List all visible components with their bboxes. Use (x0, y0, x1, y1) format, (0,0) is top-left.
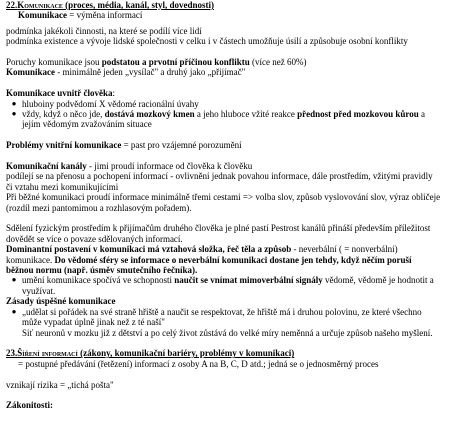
bullet-icon: ● (11, 275, 17, 285)
bullet-icon: ● (11, 98, 17, 108)
subheading: Zásady úspěšné komunikace (6, 296, 116, 307)
bullet-item: ● „udělat si pořádek na své straně hřiště a naučit se respektovat, že hřiště má i druhou polovinu, ze které všechno (6, 307, 467, 317)
paragraph: Problémy vnitřní komunikace = past pro vzájemné porozumění (6, 140, 242, 151)
paragraph: podílejí se na přenosu a pochopení informací - ovlivnění jednak povahou informace, dále prostředím, vžitými pravidly (6, 171, 433, 182)
section-23-heading (6, 348, 467, 358)
section-23-title: 23.Šíření informací (zákony, komunikační bariéry, problémy v komunikaci) (6, 348, 295, 359)
definition-line: Komunikace = výměna informací (18, 10, 143, 21)
paragraph: Komunikační kanály - jimi proudí informace od člověka k člověku (6, 161, 253, 172)
bullet-icon: ● (11, 109, 17, 119)
bullet-continuation: jejím vědomým zvažováním situace (22, 119, 152, 130)
paragraph: = postupné předávání (řetězení) informací z osoby A na B, C, D atd.; jedná se o jednosměrný proces (18, 358, 379, 369)
bullet-continuation: využívat. (22, 285, 56, 296)
paragraph: komunikace. Do vědomé sféry se informace o neverbální komunikaci dostane jen tehdy, když něčím poruší (6, 254, 412, 265)
paragraph: dovědět se více o povaze sdělovaných informací. (6, 233, 183, 244)
paragraph: (rozdíl mezi pantomimou a rozhlasovým pořadem). (6, 202, 192, 213)
subheading: Zákonitosti: (6, 400, 54, 411)
bullet-continuation: může vypadat úplně jinak než z té naší" (22, 317, 165, 328)
paragraph: Dominantní postavení v komunikaci má vztahová složka, řeč těla a způsob - neverbální ( = nonverbální) (6, 244, 398, 255)
paragraph: Síť neuronů v mozku již z dětství a po celý život zůstává do velké míry neměnná a určuje způsob našeho myšlení. (22, 327, 433, 338)
bullet-item: ● vždy, když o něco jde, dostává mozkový kmen a jeho hluboce vžité reakce přednost před mozkovou kůrou a (6, 109, 467, 119)
paragraph: či vztahu mezi komunikujícími (6, 181, 119, 192)
bullet-item: ● hluboiny podvědomí X vědomé racionální úvahy (6, 99, 467, 109)
section-22-heading (6, 0, 467, 10)
paragraph: Sdělení fyzickým prostředím k přijímačům druhého člověka je plné pastí Pestrost kanálů přináší především příležitost (6, 223, 431, 234)
section-22-title: 22.Komunikace (proces, média, kanál, styl, dovednosti) (6, 0, 215, 10)
paragraph: Poruchy komunikace jsou podstatou a prvotní příčinou konfliktu (více než 60%) (6, 57, 307, 68)
bullet-icon: ● (11, 306, 17, 316)
bullet-item: ● umění komunikace spočívá ve schopnosti naučit se vnímat mimoverbální signály vědomě, vědomě je hodnotit a (6, 275, 467, 285)
paragraph: Při běžné komunikaci proudí informace minimálně třemi cestami => volba slov, způsob vyslovování slov, výraz obličeje (6, 192, 441, 203)
paragraph: Komunikace - minimálně jeden „vysílač" a druhý jako „přijímač" (6, 67, 246, 78)
paragraph: vznikají rizika = „tichá pošta" (6, 379, 114, 390)
paragraph: podmínka existence a vývoje lidské společnosti v celku i v částech umožňuje úsilí a způsobuje osobní konflikty (6, 36, 408, 47)
paragraph: běžnou normu (např. úsměv smutečního řečníka). (6, 265, 198, 276)
subheading: Komunikace uvnitř člověka: (6, 88, 116, 99)
paragraph: podmínka jakékoli činnosti, na které se podílí více lidí (6, 25, 202, 36)
